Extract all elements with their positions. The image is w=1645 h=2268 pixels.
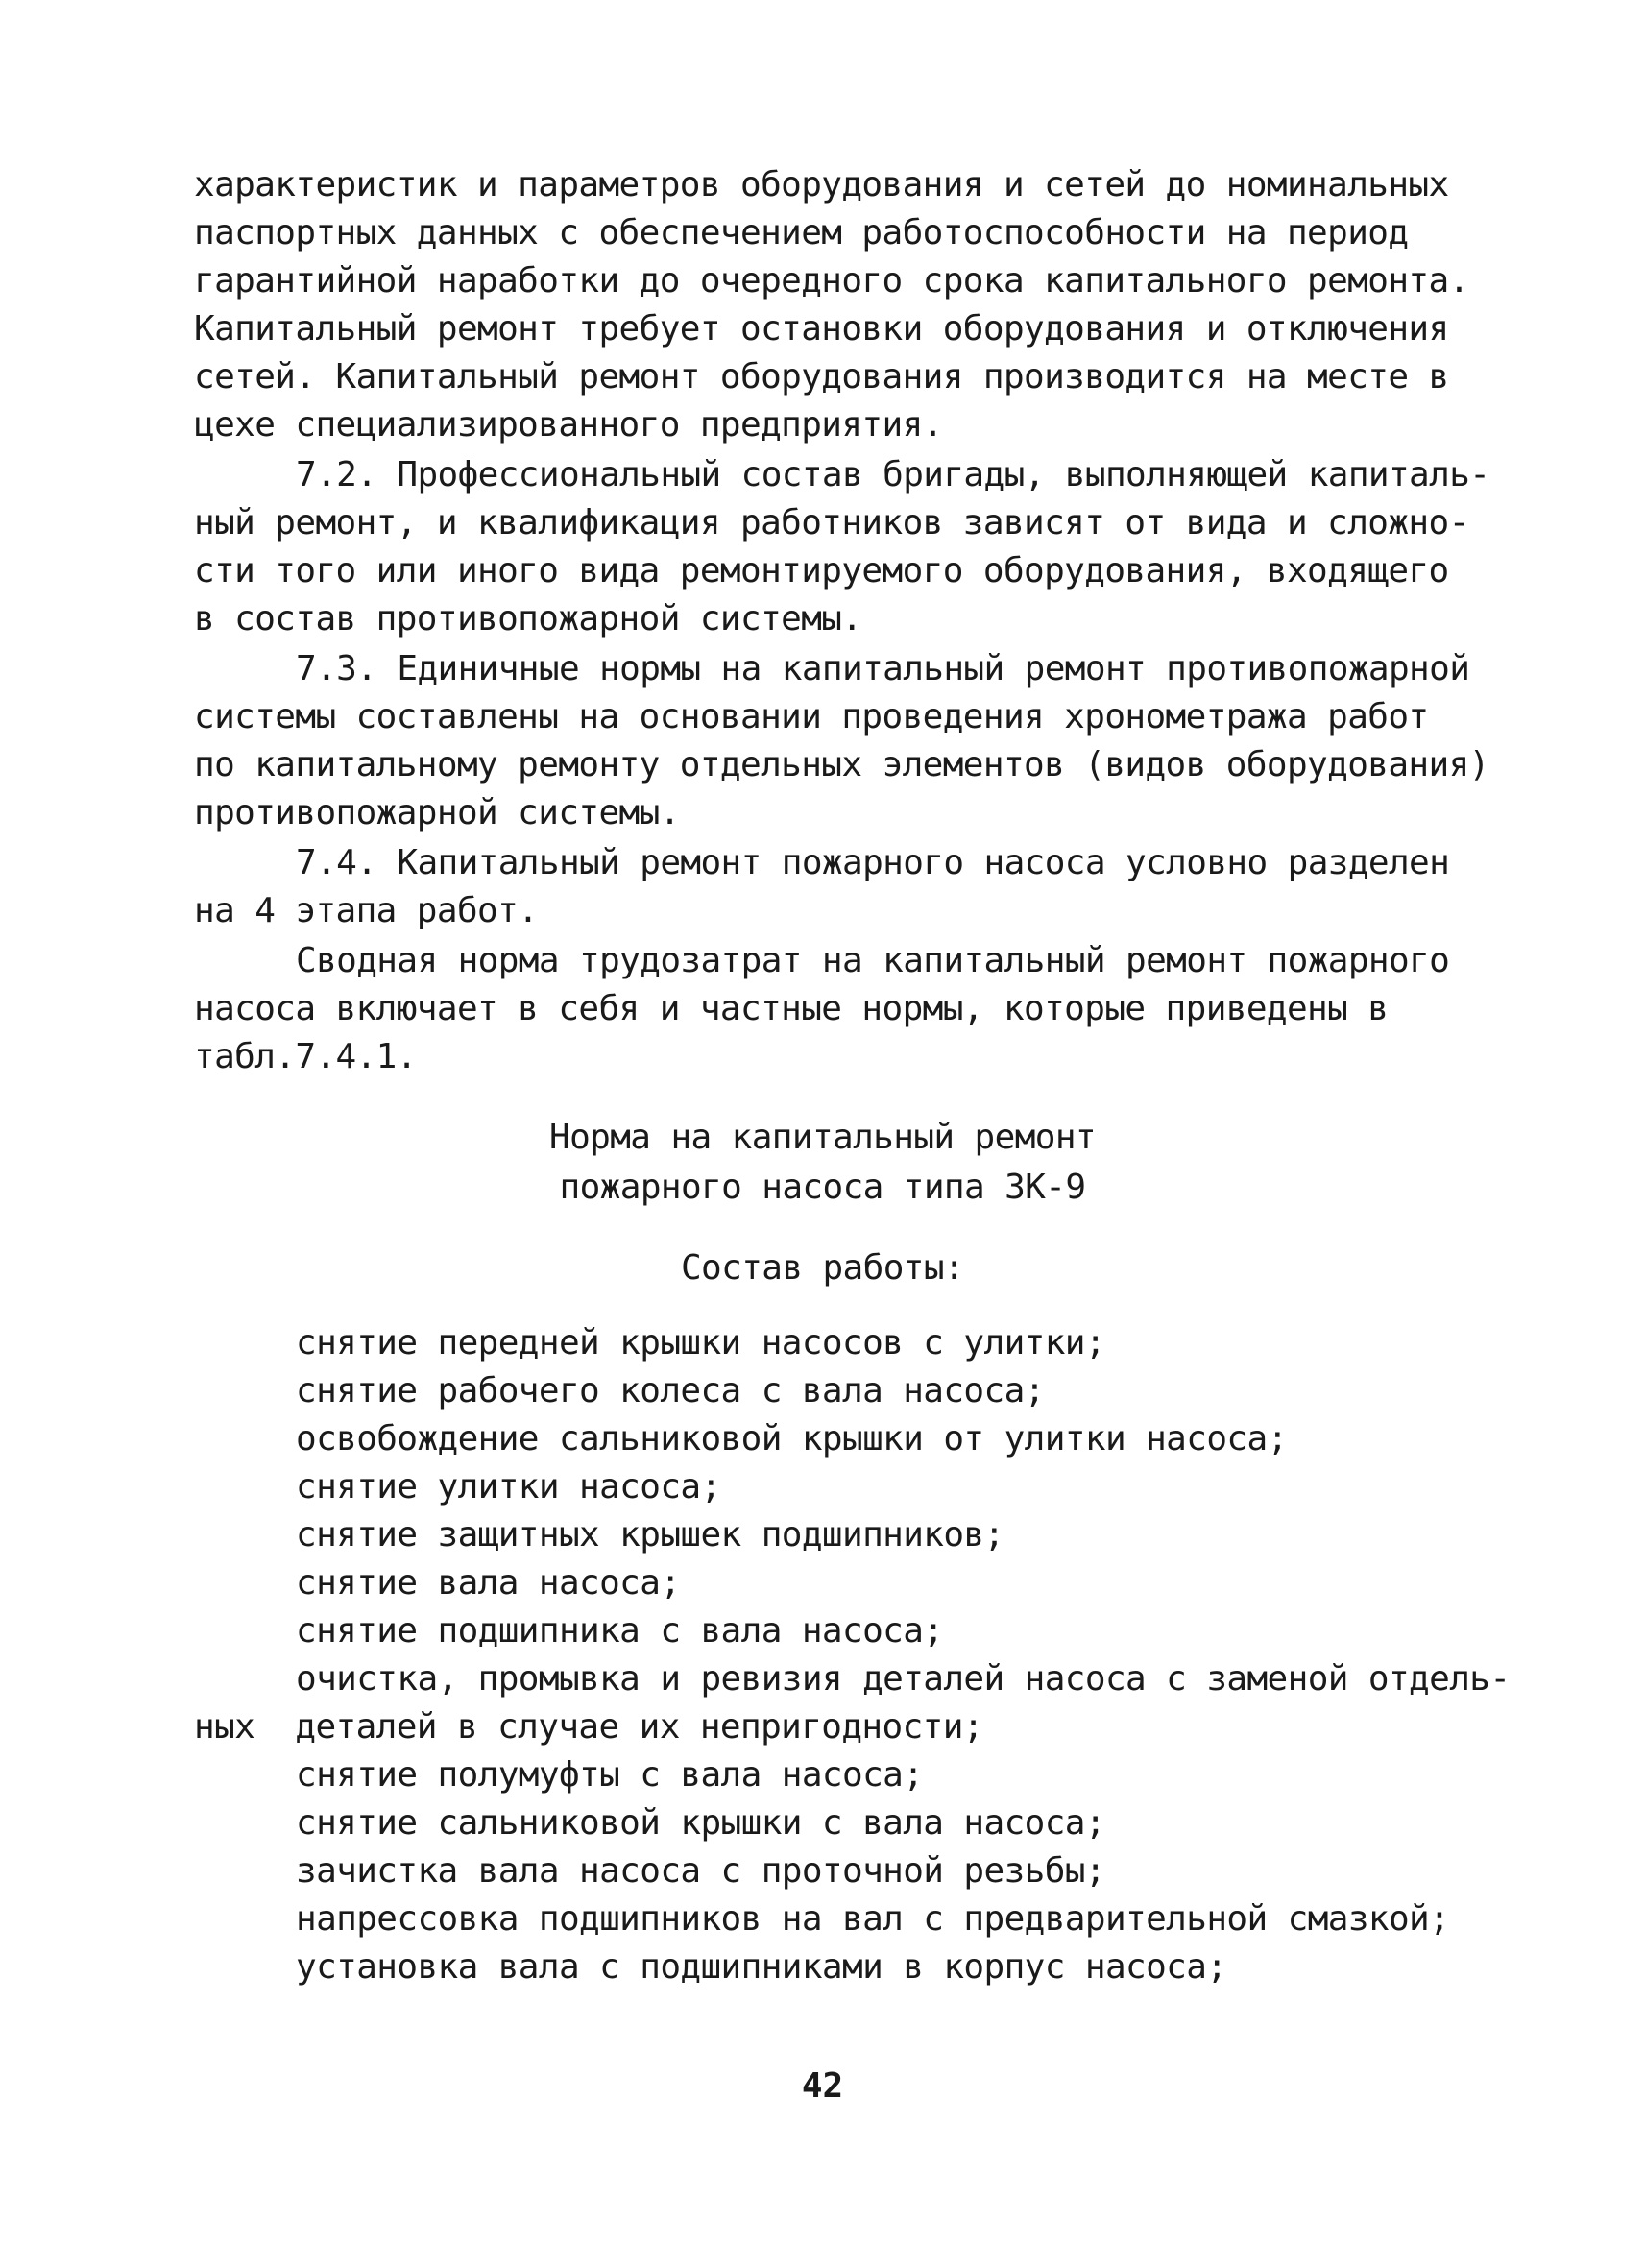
summary-line: Сводная норма трудозатрат на капитальный ремонт пожарного [296, 941, 1450, 980]
intro-line: цехе специализированного предприятия. [194, 405, 943, 445]
intro-line: паспортных данных с обеспечением работоспособности на период [194, 213, 1409, 253]
summary-line: табл.7.4.1. [194, 1037, 417, 1076]
work-composition-title: Состав работы: [680, 1248, 965, 1288]
intro-line: сетей. Капитальный ремонт оборудования производится на месте в [194, 357, 1449, 397]
page-number: 42 [801, 2066, 844, 2106]
paragraph-7-3-line: противопожарной системы. [194, 793, 680, 832]
intro-line: характеристик и параметров оборудования и сетей до номинальных [194, 165, 1449, 205]
paragraph-7-3-line: системы составлены на основании проведения хронометража работ [194, 697, 1429, 736]
work-item: напрессовка подшипников на вал с предварительной смазкой; [296, 1899, 1450, 1939]
paragraph-7-3-line: 7.3. Единичные нормы на капитальный ремонт противопожарной [296, 649, 1470, 688]
work-item: зачистка вала насоса с проточной резьбы; [296, 1851, 1105, 1891]
paragraph-7-2-line: в состав противопожарной системы. [194, 599, 862, 639]
summary-line: насоса включает в себя и частные нормы, которые приведены в [194, 989, 1389, 1028]
work-item: снятие вала насоса; [296, 1563, 681, 1603]
work-item: снятие сальниковой крышки с вала насоса; [296, 1803, 1105, 1843]
work-item: снятие подшипника с вала насоса; [296, 1611, 944, 1651]
work-item: снятие рабочего колеса с вала насоса; [296, 1371, 1045, 1411]
work-item: снятие полумуфты с вала насоса; [296, 1755, 924, 1795]
work-item: освобождение сальниковой крышки от улитки насоса; [296, 1419, 1288, 1459]
work-item: установка вала с подшипниками в корпус насоса; [296, 1947, 1227, 1987]
paragraph-7-2-line: ный ремонт, и квалификация работников зависят от вида и сложно- [194, 503, 1469, 543]
intro-line: Капитальный ремонт требует остановки оборудования и отключения [194, 309, 1449, 349]
work-item: очистка, промывка и ревизия деталей насоса с заменой отдель- [296, 1659, 1511, 1699]
paragraph-7-4-line: 7.4. Капитальный ремонт пожарного насоса условно разделен [296, 843, 1450, 882]
paragraph-7-3-line: по капитальному ремонту отдельных элементов (видов оборудования) [194, 745, 1489, 784]
work-item: снятие защитных крышек подшипников; [296, 1515, 1004, 1555]
paragraph-7-2-line: 7.2. Профессиональный состав бригады, выполняющей капиталь- [296, 455, 1490, 495]
norm-title-line-1: Норма на капитальный ремонт [549, 1118, 1096, 1157]
intro-line: гарантийной наработки до очередного срока капитального ремонта. [194, 261, 1469, 301]
paragraph-7-4-line: на 4 этапа работ. [194, 891, 539, 930]
paragraph-7-2-line: сти того или иного вида ремонтируемого оборудования, входящего [194, 551, 1449, 591]
work-item: снятие улитки насоса; [296, 1467, 721, 1507]
norm-title-line-2: пожарного насоса типа ЗК-9 [559, 1168, 1086, 1207]
work-item: снятие передней крышки насосов с улитки; [296, 1323, 1105, 1363]
work-item: ных деталей в случае их непригодности; [194, 1707, 983, 1747]
